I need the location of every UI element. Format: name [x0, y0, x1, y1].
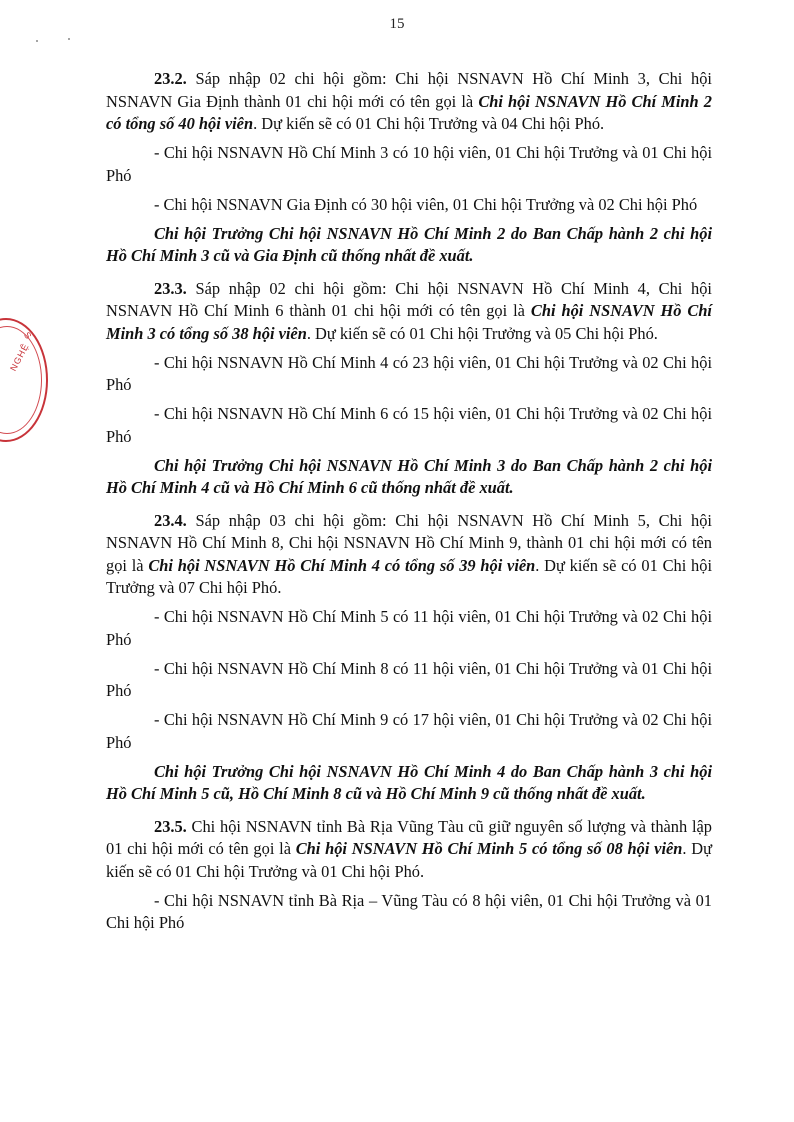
list-item: - Chi hội NSNAVN Hồ Chí Minh 8 có 11 hội viên, 01 Chi hội Trưởng và 01 Chi hội Phó: [106, 658, 712, 700]
section-number: 23.2.: [154, 69, 187, 88]
paragraph-23-2: [106, 68, 712, 136]
page-number: 15: [389, 16, 405, 32]
proposal-note: Chi hội Trưởng Chi hội NSNAVN Hồ Chí Minh 4 do Ban Chấp hành 3 chi hội Hồ Chí Minh 5 cũ, Hồ Chí Minh 8 cũ và Hồ Chí Minh 9 cũ thống nhất đề xuất.: [106, 761, 712, 803]
stamp-text-left: NGHỆ: [8, 341, 31, 373]
section-number: 23.3.: [154, 278, 187, 298]
paragraph-text: . Dự kiến sẽ có 01 Chi hội Trưởng và 01 Chi hội Phó.: [106, 839, 712, 881]
highlighted-text: Chi hội NSNAVN Hồ Chí Minh 2 có tổng số 40 hội viên: [106, 91, 712, 133]
paragraph-text: Sáp nhập 02 chi hội gồm: Chi hội NSNAVN Hồ Chí Minh 4, Chi hội NSNAVN Hồ Chí Minh 6 thành 01 chi hội mới có tên gọi là: [106, 278, 712, 320]
list-item: - Chi hội NSNAVN Hồ Chí Minh 5 có 11 hội viên, 01 Chi hội Trưởng và 02 Chi hội Phó: [106, 607, 712, 649]
section-number: 23.5.: [154, 816, 187, 836]
list-item: - Chi hội NSNAVN Gia Định có 30 hội viên, 01 Chi hội Trưởng và 02 Chi hội Phó: [154, 194, 698, 214]
section-number: 23.4.: [154, 510, 187, 530]
highlighted-text: Chi hội NSNAVN Hồ Chí Minh 3 có tổng số 38 hội viên: [106, 301, 712, 343]
paragraph-text: . Dự kiến sẽ có 01 Chi hội Trưởng và 05 Chi hội Phó.: [306, 323, 658, 343]
list-item: - Chi hội NSNAVN Hồ Chí Minh 4 có 23 hội viên, 01 Chi hội Trưởng và 02 Chi hội Phó: [106, 352, 712, 394]
highlighted-text: Chi hội NSNAVN Hồ Chí Minh 4 có tổng số 39 hội viên: [148, 555, 536, 575]
scan-speck: [36, 40, 38, 42]
paragraph-text: . Dự kiến sẽ có 01 Chi hội Trưởng và 04 Chi hội Phó.: [253, 114, 605, 133]
paragraph-text: Sáp nhập 02 chi hội gồm: Chi hội NSNAVN Hồ Chí Minh 3, Chi hội NSNAVN Gia Định thành 01 chi hội mới có tên gọi là: [106, 69, 712, 111]
proposal-note: Chi hội Trưởng Chi hội NSNAVN Hồ Chí Minh 3 do Ban Chấp hành 2 chi hội Hồ Chí Minh 4 cũ và Hồ Chí Minh 6 cũ thống nhất đề xuất.: [106, 455, 712, 497]
scan-speck: [68, 38, 70, 40]
document-body: [106, 68, 712, 941]
highlighted-text: Chi hội NSNAVN Hồ Chí Minh 5 có tổng số 08 hội viên: [295, 839, 683, 858]
list-item: - Chi hội NSNAVN Hồ Chí Minh 3 có 10 hội viên, 01 Chi hội Trưởng và 01 Chi hội Phó: [106, 143, 712, 185]
proposal-note: Chi hội Trưởng Chi hội NSNAVN Hồ Chí Minh 2 do Ban Chấp hành 2 chi hội Hồ Chí Minh 3 cũ và Gia Định cũ thống nhất đề xuất.: [106, 223, 712, 265]
list-item: - Chi hội NSNAVN tỉnh Bà Rịa – Vũng Tàu có 8 hội viên, 01 Chi hội Trưởng và 01 Chi hội Phó: [106, 890, 712, 932]
paragraph-23-3: [106, 278, 712, 346]
paragraph-23-5: [106, 816, 712, 884]
paragraph-23-4: [106, 510, 712, 600]
paragraph-text: Sáp nhập 03 chi hội gồm: Chi hội NSNAVN Hồ Chí Minh 5, Chi hội NSNAVN Hồ Chí Minh 8, Chi hội NSNAVN Hồ Chí Minh 9, thành 01 chi hội mới có tên gọi là: [106, 510, 712, 575]
list-item: - Chi hội NSNAVN Hồ Chí Minh 9 có 17 hội viên, 01 Chi hội Trưởng và 02 Chi hội Phó: [106, 710, 712, 752]
stamp-text-right: S: [21, 330, 34, 341]
list-item: - Chi hội NSNAVN Hồ Chí Minh 6 có 15 hội viên, 01 Chi hội Trưởng và 02 Chi hội Phó: [106, 404, 712, 446]
paragraph-text: . Dự kiến sẽ có 01 Chi hội Trưởng và 07 Chi hội Phó.: [106, 555, 712, 597]
paragraph-text: Chi hội NSNAVN tỉnh Bà Rịa Vũng Tàu cũ giữ nguyên số lượng và thành lập 01 chi hội mới có tên gọi là: [106, 816, 712, 858]
